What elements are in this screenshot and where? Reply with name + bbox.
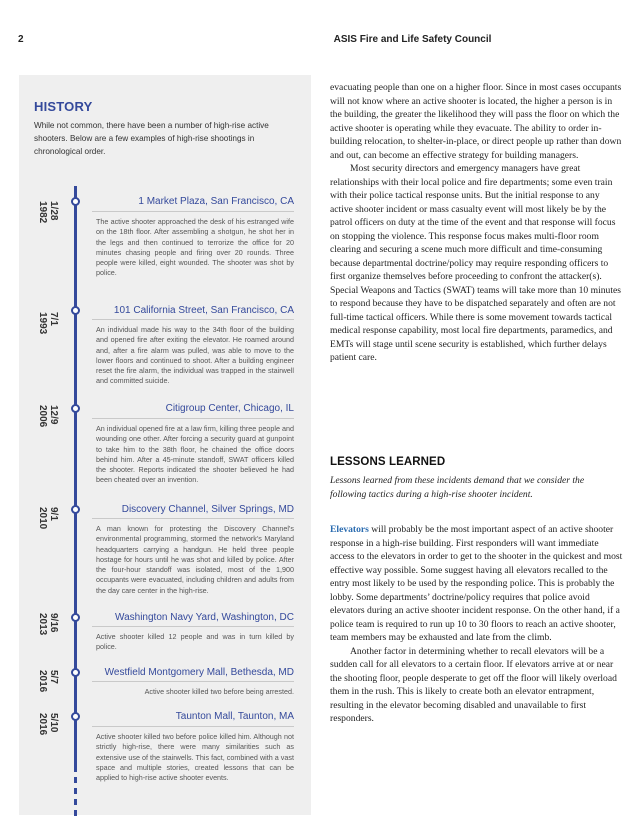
timeline-dashed-tail bbox=[74, 766, 77, 816]
body-paragraph: Another factor in determining whether to recall elevators will be a sudden call for all elevators to a certain floor. If elevators arrive at or near the shooting floor, people desperate to get off the floor will likely overload them in the rush. This is likely to create both an elevator entrapment, resulting in the elevator becoming disabled and unavailable to first responders. bbox=[330, 645, 617, 724]
entry-description: A man known for protesting the Discovery Channel’s environmental programming, stormed the network’s Maryland headquarters carrying a handgun. He held three people hostage for hours until he was shot and killed by police. After the four-hour standoff was isolated, most of the 1,900 occupants were evacuated, including children and adults from the day care center in the high-rise. bbox=[96, 524, 294, 595]
lessons-heading: LESSONS LEARNED bbox=[330, 456, 446, 468]
entry-description: Active shooter killed two before police killed him. Although not strictly high-rise, there were many similarities such as extensive use of the stairwells. This fact, combined with a vast space and multiple stories, created lessons that can be applied to high-rise active shooter events. bbox=[96, 732, 294, 783]
entry-divider bbox=[92, 518, 294, 519]
entry-divider bbox=[92, 681, 294, 682]
entry-date: 5/7 2016 bbox=[37, 670, 59, 693]
elevators-term: Elevators bbox=[330, 524, 369, 535]
timeline-dot bbox=[71, 668, 80, 677]
entry-location: Westfield Montgomery Mall, Bethesda, MD bbox=[104, 667, 294, 678]
entry-date: 12/9 2006 bbox=[37, 405, 59, 428]
timeline-dot bbox=[71, 712, 80, 721]
entry-description: The active shooter approached the desk of his estranged wife on the 18th floor. After assembling a shotgun, he shot her in the legs and then continued to terrorize the office for 20 minutes chasing people and firing over 20 rounds. Three people were killed, eight wounded. The shooter was shot by police. bbox=[96, 217, 294, 278]
body-paragraph: evacuating people than one on a higher floor. Since in most cases occupants will not know where an active shooter is located, the higher a person is in the building, the greater the likelihood they will pass the floor on which the active shooter is operating while they evacuate. The ability to order in-building relocation, to shelter-in-place, or direct people up rather than down and out, can become an effective strategy for building managers. bbox=[330, 82, 622, 161]
entry-location: 101 California Street, San Francisco, CA bbox=[113, 305, 294, 316]
entry-description: An individual opened fire at a law firm, killing three people and wounding one other. After forcing a security guard at gunpoint to take him to the 38th floor, he chained the office doors behind him. After a 45-minute standoff, SWAT officers killed the shooter. Reports indicated the shooter believed he had been cheated over an invention. bbox=[96, 424, 294, 485]
timeline-line bbox=[74, 186, 77, 766]
timeline-dot bbox=[71, 613, 80, 622]
entry-location: Taunton Mall, Taunton, MA bbox=[175, 711, 294, 722]
body-paragraph bbox=[330, 523, 623, 645]
timeline-dot bbox=[71, 197, 80, 206]
elevators-text: will probably be the most important aspect of an active shooter response in a high-rise building. First responders will want immediate access to the elevators in order to get to the shooter in the quickest and most effective way possible. Some suggest having all elevators recalled to the entry most likely to be used by the responding police. This is probably the lobby. Some departments’ doctrine/policy requires that police avoid elevators during an active shooter incident response. On the other hand, if a police team is required to run up 10 to 30 floors to reach an active shooter, team members may be exhausted and late from the climb. bbox=[330, 524, 623, 643]
entry-location: Discovery Channel, Silver Springs, MD bbox=[121, 504, 294, 515]
lessons-body bbox=[330, 523, 623, 726]
entry-location: Citigroup Center, Chicago, IL bbox=[165, 403, 294, 414]
entry-divider bbox=[92, 211, 294, 212]
history-intro: While not common, there have been a number of high-rise active shooters. Below are a few examples of high-rise shootings in chronological order. bbox=[34, 121, 269, 156]
entry-date: 9/16 2013 bbox=[37, 613, 59, 636]
entry-divider bbox=[92, 626, 294, 627]
entry-description: Active shooter killed 12 people and was in turn killed by police. bbox=[96, 632, 294, 652]
entry-date: 9/1 2010 bbox=[37, 507, 59, 530]
page-number: 2 bbox=[18, 34, 24, 45]
lessons-intro: Lessons learned from these incidents demand that we consider the following tactics during a high-rise shooter incident. bbox=[330, 475, 585, 500]
history-heading: HISTORY bbox=[34, 99, 93, 114]
timeline-dot bbox=[71, 306, 80, 315]
entry-divider bbox=[92, 726, 294, 727]
entry-date: 1/28 1982 bbox=[37, 201, 59, 224]
entry-date: 7/1 1993 bbox=[37, 312, 59, 335]
entry-location: Washington Navy Yard, Washington, DC bbox=[115, 612, 294, 623]
running-header: ASIS Fire and Life Safety Council bbox=[333, 34, 492, 45]
entry-description: An individual made his way to the 34th floor of the building and opened fire after exiting the elevator. He roamed around and, after a fire alarm was pulled, was able to move to the lower floors and continued to shoot. After a building engineer reset the fire alarm, the individual was trapped in the stairwell and committed suicide. bbox=[96, 325, 294, 386]
entry-location: 1 Market Plaza, San Francisco, CA bbox=[138, 196, 294, 207]
entry-divider bbox=[92, 418, 294, 419]
timeline-dot bbox=[71, 505, 80, 514]
right-column-body bbox=[330, 81, 623, 365]
entry-description: Active shooter killed two before being arrested. bbox=[144, 687, 294, 696]
entry-date: 5/10 2016 bbox=[37, 713, 59, 736]
body-paragraph: Most security directors and emergency managers have great relationships with their local police and fire departments; some even train with their police tactical response units. But the initial response to any active shooter incident or mass casualty event will most likely be by the patrol officers on duty at the time of the event and that response will focus on stopping the violence. This response focus makes multi-floor room clearing and securing a scene much more difficult and time-consuming because departmental doctrine/policy may require responding officers to first organize themselves before proceeding to confront the attacker(s). Special Weapons and Tactics (SWAT) teams will take more than 10 minutes to respond because they have to be dispatched separately and often are not full-time tactical officers. While there is some movement towards tactical medical response capability, most local fire departments, paramedics, and EMTs will stage until scene security is established, which further delays patient care. bbox=[330, 163, 622, 363]
entry-divider bbox=[92, 319, 294, 320]
timeline-dot bbox=[71, 404, 80, 413]
